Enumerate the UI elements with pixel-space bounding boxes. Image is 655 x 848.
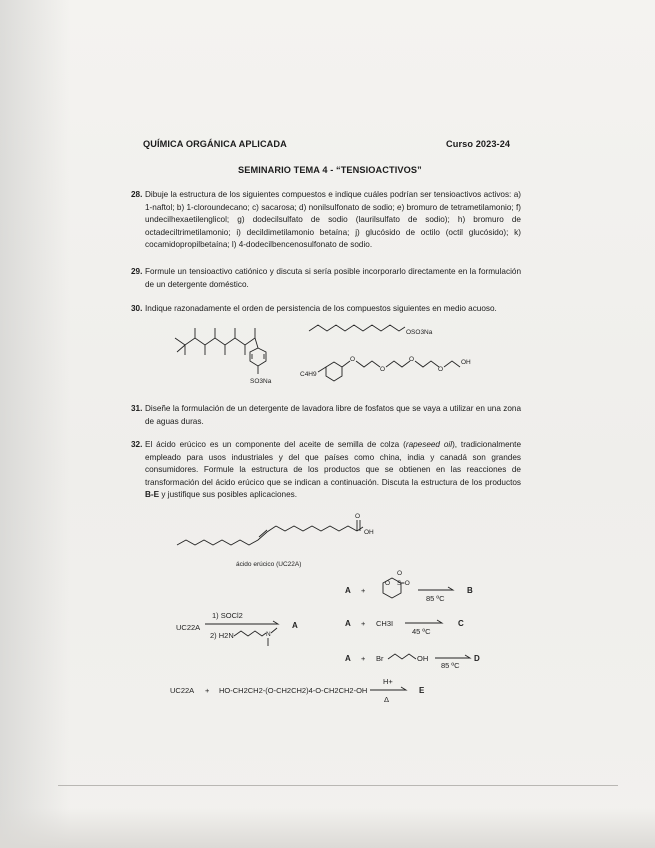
question-number: 29. xyxy=(131,267,143,276)
ether-oxygen: O xyxy=(350,356,356,363)
svg-text:Δ: Δ xyxy=(384,695,390,704)
question-number: 31. xyxy=(131,404,143,413)
sultone-oxygen: O xyxy=(385,580,391,587)
alkylphenol-ethoxylate xyxy=(300,356,471,381)
svg-text:85 ºC: 85 ºC xyxy=(441,661,460,670)
reaction-e xyxy=(170,677,425,704)
svg-text:OH: OH xyxy=(417,654,429,663)
question-text: Dibuje la estructura de los siguientes compuestos e indique cuáles podrían ser tensioactivos activos: a) 1-naftol; b) 1-cloroundecano; c) sacarosa; d) nonilsulfonato de sodio; e) bromuro de tetrametilamonio; f) undecilhexaetilenglicol; g) dodecilsulfato de sodio (laurilsulfato de sodio); h) bromuro de octadeciltrimetilamonio; i) decildimetilamonio betaína; j) glucósido de octilo (octil glucósido); k) cocamidopropilbetaína; l) 4-dodecilbencenosulfonato de sodio. xyxy=(145,190,521,250)
svg-text:45 ºC: 45 ºC xyxy=(412,627,431,636)
butyl-label: C4H9 xyxy=(300,371,317,378)
svg-text:85 ºC: 85 ºC xyxy=(426,594,445,603)
svg-text:A: A xyxy=(345,619,351,628)
seminar-title: SEMINARIO TEMA 4 - “TENSIOACTIVOS” xyxy=(238,165,422,175)
svg-text:1) SOCl2: 1) SOCl2 xyxy=(212,611,243,620)
sultone-sulfonyl: =O xyxy=(401,580,410,587)
sulfate-label: OSO3Na xyxy=(406,329,433,336)
question-text: Formule un tensioactivo catiónico y discuta si sería posible incorporarlo directamente en la formulación de un detergente doméstico. xyxy=(145,267,521,289)
reaction-b xyxy=(345,570,473,603)
reaction-a xyxy=(176,611,298,646)
erucic-caption: ácido erúcico (UC22A) xyxy=(236,561,302,568)
svg-text:UC22A: UC22A xyxy=(176,623,201,632)
question-number: 28. xyxy=(131,190,143,199)
question-number: 32. xyxy=(131,440,143,449)
sultone-sulfur: S xyxy=(397,580,402,587)
hydroxyl-label: OH xyxy=(461,359,471,366)
ether-oxygen: O xyxy=(409,356,415,363)
ether-oxygen: O xyxy=(380,366,386,373)
reaction-d xyxy=(345,654,480,670)
svg-text:H+: H+ xyxy=(383,677,393,686)
branched-alkylbenzenesulfonate xyxy=(175,328,272,385)
svg-text:B: B xyxy=(467,586,473,595)
svg-text:2) H2N: 2) H2N xyxy=(210,631,234,640)
svg-text:E: E xyxy=(419,686,425,695)
reaction-c xyxy=(345,619,464,636)
svg-text:N: N xyxy=(266,631,271,638)
question-text: Indique razonadamente el orden de persistencia de los compuestos siguientes en medio acuoso. xyxy=(145,304,497,313)
question-text: El ácido erúcico es un componente del aceite de semilla de colza (rapeseed oil), tradicionalmente empleado para usos industriales y del que países como china, india y canadá son grandes consumidores. Formule la estructura de los productos que se obtienen en las reacciones de transformación del ácido erúcico que se indican a continuación. Discuta la estructura de los productos B-E y justifique sus posibles aplicaciones. xyxy=(145,440,522,500)
bold-products: B-E xyxy=(145,490,160,500)
svg-text:Br: Br xyxy=(376,654,384,663)
sultone-oxygen: O xyxy=(397,570,403,577)
course-year: Curso 2023-24 xyxy=(446,139,511,149)
svg-text:UC22A: UC22A xyxy=(170,686,195,695)
svg-text:+: + xyxy=(361,619,366,628)
question-text: Diseñe la formulación de un detergente de lavadora libre de fosfatos que se vaya a utilizar en una zona de aguas duras. xyxy=(145,404,521,426)
svg-text:+: + xyxy=(361,586,366,595)
svg-text:A: A xyxy=(345,654,351,663)
svg-text:A: A xyxy=(345,586,351,595)
svg-text:+: + xyxy=(361,654,366,663)
question-number: 30. xyxy=(131,304,143,313)
svg-text:HO-CH2CH2-(O-CH2CH2)4-O-CH2CH2: HO-CH2CH2-(O-CH2CH2)4-O-CH2CH2-OH xyxy=(219,686,368,695)
italic-term: rapeseed oil xyxy=(405,440,453,449)
svg-text:CH3I: CH3I xyxy=(376,619,394,628)
svg-text:+: + xyxy=(205,686,210,695)
carbonyl-oxygen: O xyxy=(355,513,361,520)
linear-alkyl-sulfate xyxy=(309,325,433,336)
acid-hydroxyl: OH xyxy=(364,529,374,536)
svg-text:D: D xyxy=(474,654,480,663)
erucic-acid-structure xyxy=(177,513,374,568)
svg-text:A: A xyxy=(292,621,298,630)
svg-text:C: C xyxy=(458,619,464,628)
ether-oxygen: O xyxy=(438,366,444,373)
course-name: QUÍMICA ORGÁNICA APLICADA xyxy=(143,139,287,149)
sulfonate-label: SO3Na xyxy=(250,378,272,385)
